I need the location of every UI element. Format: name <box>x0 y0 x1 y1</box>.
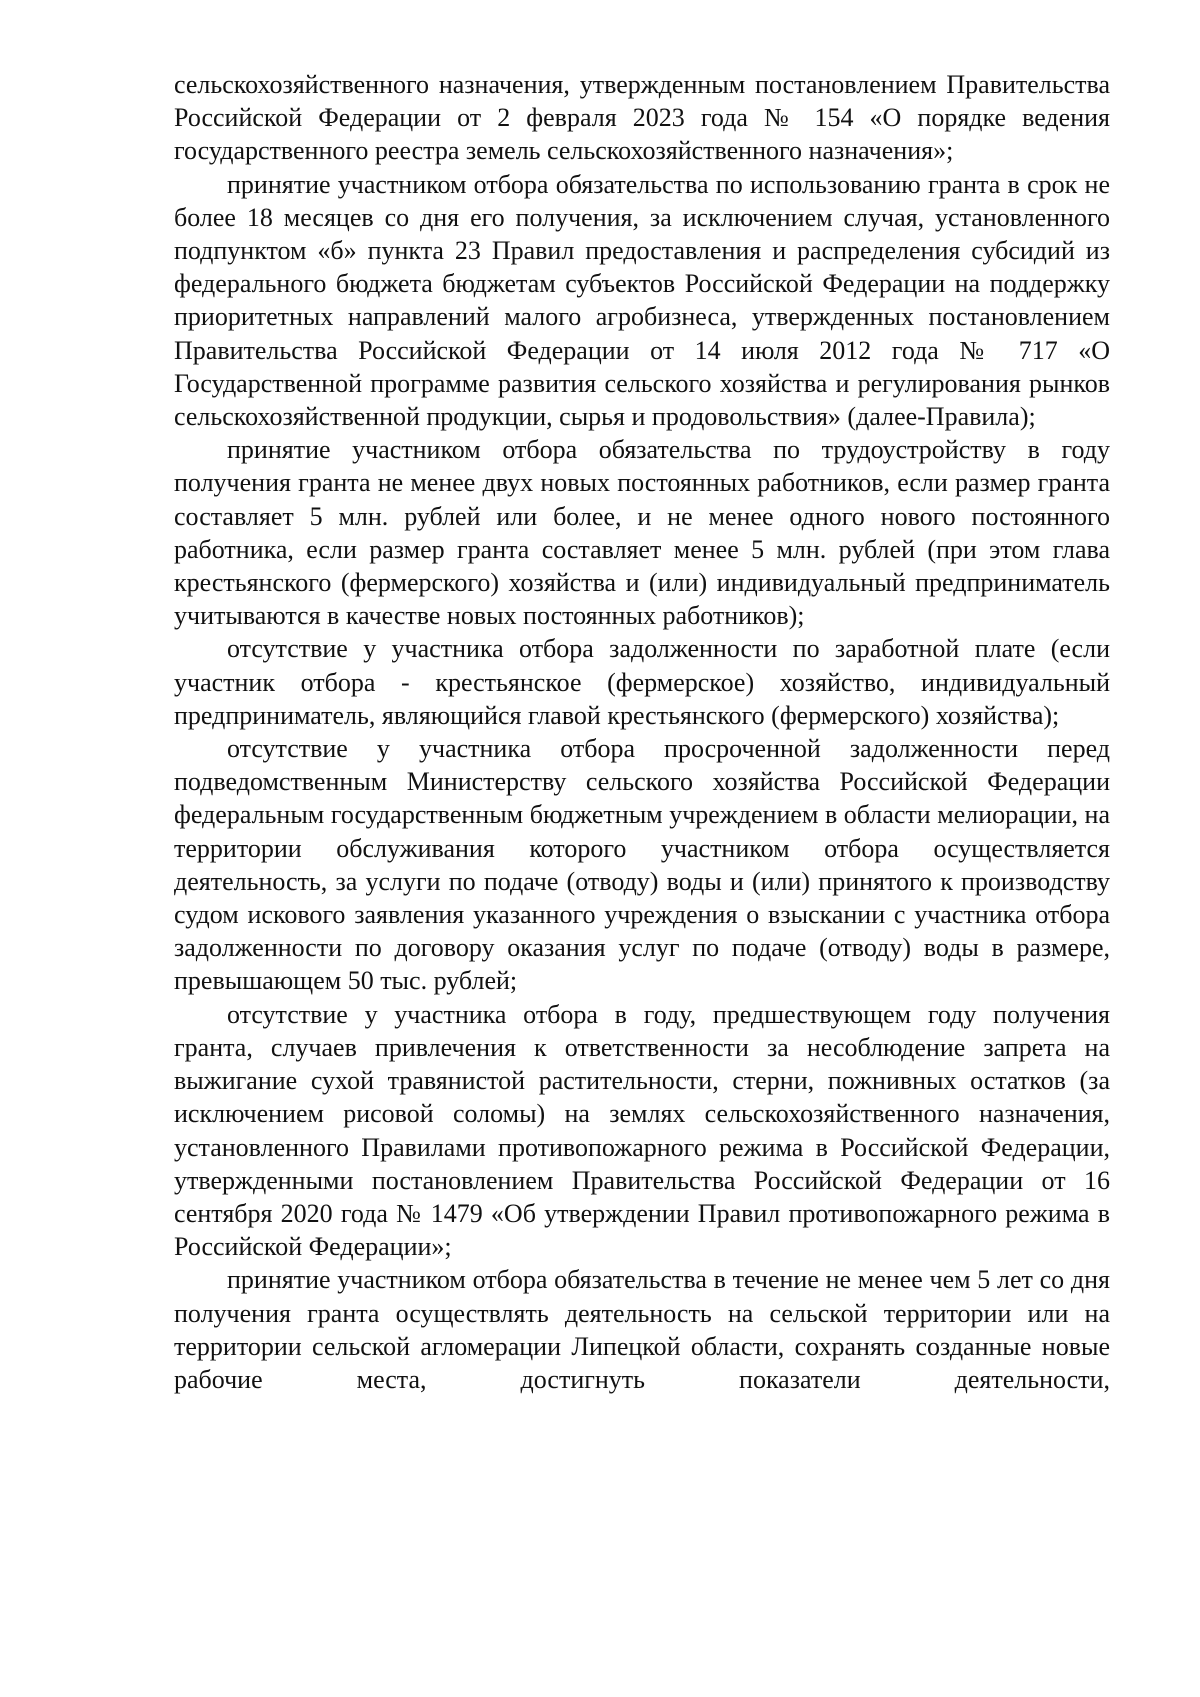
paragraph-2: принятие участником отбора обязательства по использованию гранта в срок не более 18 месяцев со дня его получения, за исключением случая, установленного подпунктом «б» пункта 23 Правил предоставления и распределения субсидий из федерального бюджета бюджетам субъектов Российской Федерации на поддержку приоритетных направлений малого агробизнеса, утвержденных постановлением Правительства Российской Федерации от 14 июля 2012 года № 717 «О Государственной программе развития сельского хозяйства и регулирования рынков сельскохозяйственной продукции, сырья и продовольствия» (далее-Правила); <box>174 169 1110 432</box>
paragraph-3: принятие участником отбора обязательства по трудоустройству в году получения гранта не менее двух новых постоянных работников, если размер гранта составляет 5 млн. рублей или более, и не менее одного нового постоянного работника, если размер гранта составляет менее 5 млн. рублей (при этом глава крестьянского (фермерского) хозяйства и (или) индивидуальный предприниматель учитываются в качестве новых постоянных работников); <box>174 435 1110 631</box>
paragraph-4: отсутствие у участника отбора задолженности по заработной плате (если участник отбора - крестьянское (фермерское) хозяйство, индивидуальный предприниматель, являющийся главой крестьянского (фермерского) хозяйства); <box>174 634 1110 730</box>
document-body <box>174 68 1110 1396</box>
paragraph-1: сельскохозяйственного назначения, утвержденным постановлением Правительства Российской Федерации от 2 февраля 2023 года № 154 «О порядке ведения государственного реестра земель сельскохозяйственного назначения»; <box>174 70 1110 166</box>
paragraph-7: принятие участником отбора обязательства в течение не менее чем 5 лет со дня получения гранта осуществлять деятельность на сельской территории или на территории сельской агломерации Липецкой области, сохранять созданные новые рабочие места, достигнуть показатели деятельности, <box>174 1265 1110 1394</box>
paragraph-5: отсутствие у участника отбора просроченной задолженности перед подведомственным Министерству сельского хозяйства Российской Федерации федеральным государственным бюджетным учреждением в области мелиорации, на территории обслуживания которого участником отбора осуществляется деятельность, за услуги по подаче (отводу) воды и (или) принятого к производству судом искового заявления указанного учреждения о взыскании с участника отбора задолженности по договору оказания услуг по подаче (отводу) воды в размере, превышающем 50 тыс. рублей; <box>174 734 1110 996</box>
paragraph-6: отсутствие у участника отбора в году, предшествующем году получения гранта, случаев привлечения к ответственности за несоблюдение запрета на выжигание сухой травянистой растительности, стерни, пожнивных остатков (за исключением рисовой соломы) на землях сельскохозяйственного назначения, установленного Правилами противопожарного режима в Российской Федерации, утвержденными постановлением Правительства Российской Федерации от 16 сентября 2020 года № 1479 «Об утверждении Правил противопожарного режима в Российской Федерации»; <box>174 999 1110 1262</box>
